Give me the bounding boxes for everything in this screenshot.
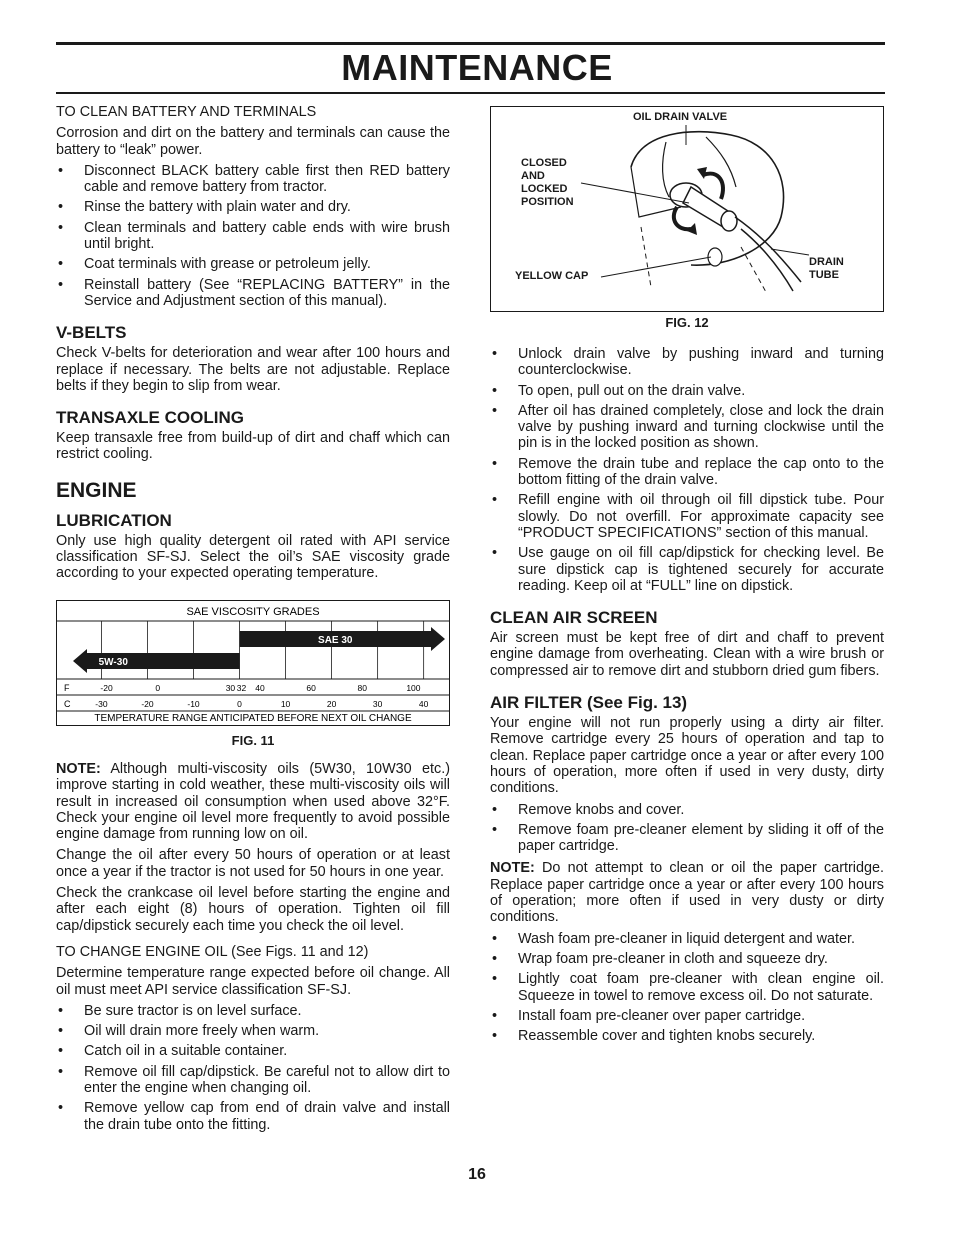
transaxle-heading: TRANSAXLE COOLING: [56, 408, 244, 428]
right-column: [490, 346, 884, 1050]
vbelts-heading: V-BELTS: [56, 323, 127, 343]
battery-intro: Corrosion and dirt on the battery and terminals can cause the battery to “leak” power.: [56, 125, 450, 158]
drain-tube-label: [809, 256, 844, 282]
oil-drain-valve-figure: [490, 106, 884, 312]
celsius-tick-label: 30: [372, 698, 383, 709]
air-filter-list-1: [490, 802, 884, 855]
list-item: • Rinse the battery with plain water and dry.: [56, 199, 450, 215]
list-item: • Oil will drain more freely when warm.: [56, 1023, 450, 1039]
fahrenheit-tick-label: 40: [255, 682, 265, 693]
page-number: 16: [468, 1166, 486, 1183]
battery-list: [56, 163, 450, 309]
celsius-tick-label: -30: [95, 698, 108, 709]
change-oil-heading: TO CHANGE ENGINE OIL (See Figs. 11 and 12): [56, 943, 369, 960]
multi-viscosity-note: [56, 761, 450, 842]
list-item: • Lightly coat foam pre-cleaner with clean engine oil. Squeeze in towel to remove excess oil. Do not saturate.: [490, 971, 884, 1004]
drain-label-line: DRAIN: [809, 256, 844, 268]
list-item: • Remove knobs and cover.: [490, 802, 884, 818]
yellow-cap-label: YELLOW CAP: [515, 270, 589, 282]
viscosity-bar-label: SAE 30: [318, 634, 353, 646]
fahrenheit-tick-label: 60: [306, 682, 316, 693]
vbelts-text: Check V-belts for deterioration and wear after 100 hours and replace if necessary. The belts are not adjustable. Replace belts if they begin to slip from wear.: [56, 345, 450, 394]
celsius-tick-label: 0: [237, 698, 242, 709]
fahrenheit-tick-label: 100: [406, 682, 421, 693]
engine-heading: ENGINE: [56, 478, 137, 502]
transaxle-text: Keep transaxle free from build-up of dirt and chaff which can restrict cooling.: [56, 430, 450, 463]
air-filter-text: Your engine will not run properly using a dirty air filter. Remove cartridge every 25 hours of operation and tap to clean. Replace paper cartridge once a year or after every 100 hours of operation, more often if used in very dusty, dirty conditions.: [490, 715, 884, 797]
drain-valve-list: [490, 346, 884, 594]
air-screen-text: Air screen must be kept free of dirt and chaff to prevent engine damage from overheating. Clean with a wire brush or compressed air to remove dirt and stubborn dried gum fibers.: [490, 630, 884, 679]
oil-drain-valve-label: OIL DRAIN VALVE: [633, 111, 728, 123]
list-item: • Reinstall battery (See “REPLACING BATTERY” in the Service and Adjustment section of this manual).: [56, 277, 450, 310]
fahrenheit-label: F: [64, 682, 70, 693]
header-top-rule: [56, 42, 885, 45]
change-oil-list: [56, 1003, 450, 1133]
header-bottom-rule: [56, 92, 885, 94]
list-item: • Use gauge on oil fill cap/dipstick for checking level. Be sure dipstick cap is tightened securely for accurate reading. Keep oil at “FULL” line on dipstick.: [490, 545, 884, 594]
closed-label-line: AND: [521, 170, 545, 182]
list-item: • Unlock drain valve by pushing inward and turning counterclockwise.: [490, 346, 884, 379]
note-text: Although multi-viscosity oils (5W30, 10W30 etc.) improve starting in cold weather, these multi-viscosity oils will result in increased oil consumption when used above 32°F. Check your engine oil level more frequently to avoid possible engine damage from running low on oil.: [56, 760, 450, 843]
closed-locked-label: [521, 157, 574, 209]
list-item: • Wash foam pre-cleaner in liquid detergent and water.: [490, 931, 884, 947]
fahrenheit-tick-label: -20: [100, 682, 113, 693]
celsius-label: C: [64, 698, 71, 709]
drain-label-line: TUBE: [809, 269, 839, 281]
note-label: NOTE:: [56, 760, 101, 777]
chart-xlabel: TEMPERATURE RANGE ANTICIPATED BEFORE NEXT OIL CHANGE: [94, 712, 412, 724]
lubrication-heading: LUBRICATION: [56, 510, 172, 530]
list-item: • To open, pull out on the drain valve.: [490, 383, 884, 399]
list-item: • After oil has drained completely, close and lock the drain valve by pushing inward and turning clockwise until the pin is in the locked position as shown.: [490, 403, 884, 452]
list-item: • Disconnect BLACK battery cable first then RED battery cable and remove battery from tractor.: [56, 163, 450, 196]
closed-label-line: LOCKED: [521, 183, 568, 195]
list-item: • Be sure tractor is on level surface.: [56, 1003, 450, 1019]
page-title: MAINTENANCE: [341, 47, 613, 88]
list-item: • Remove yellow cap from end of drain valve and install the drain tube onto the fitting.: [56, 1100, 450, 1133]
viscosity-chart-svg: [57, 601, 449, 725]
fig11-caption: FIG. 11: [231, 732, 275, 748]
celsius-tick-label: -20: [141, 698, 154, 709]
check-oil-level: Check the crankcase oil level before starting the engine and after each eight (8) hours of operation. Tighten oil fill cap/dipstick securely each time you check the oil level.: [56, 885, 450, 934]
chart-title: SAE VISCOSITY GRADES: [186, 605, 320, 618]
list-item: • Clean terminals and battery cable ends with wire brush until bright.: [56, 220, 450, 253]
celsius-tick-label: 40: [418, 698, 429, 709]
list-item: • Install foam pre-cleaner over paper cartridge.: [490, 1008, 884, 1024]
note-text: Do not attempt to clean or oil the paper cartridge. Replace paper cartridge once a year or after every 100 hours of operation; more often if used in very dusty or dirty conditions.: [490, 860, 884, 926]
closed-label-line: CLOSED: [521, 157, 567, 169]
fahrenheit-tick-label: 0: [155, 682, 161, 693]
celsius-tick-label: -10: [187, 698, 200, 709]
fahrenheit-tick-label: 32: [236, 682, 247, 693]
list-item: • Reassemble cover and tighten knobs securely.: [490, 1028, 884, 1044]
list-item: • Remove the drain tube and replace the cap onto to the bottom fitting of the drain valve.: [490, 456, 884, 489]
change-oil-interval: Change the oil after every 50 hours of operation or at least once a year if the tractor is not used for 50 hours in one year.: [56, 847, 450, 880]
list-item: • Coat terminals with grease or petroleum jelly.: [56, 256, 450, 272]
left-column: [56, 104, 450, 1139]
air-filter-list-2: [490, 931, 884, 1045]
air-filter-note: [490, 860, 884, 925]
list-item: • Wrap foam pre-cleaner in cloth and squeeze dry.: [490, 951, 884, 967]
note-label: NOTE:: [490, 860, 535, 877]
fahrenheit-tick-label: 80: [357, 682, 368, 693]
list-item: • Catch oil in a suitable container.: [56, 1043, 450, 1059]
closed-label-line: POSITION: [521, 196, 574, 208]
air-screen-heading: CLEAN AIR SCREEN: [490, 608, 658, 628]
battery-heading: TO CLEAN BATTERY AND TERMINALS: [56, 104, 317, 120]
list-item: • Remove foam pre-cleaner element by sliding it off of the paper cartridge.: [490, 822, 884, 855]
celsius-tick-label: 20: [326, 698, 337, 709]
celsius-tick-label: 10: [280, 698, 291, 709]
air-filter-heading: AIR FILTER (See Fig. 13): [490, 693, 688, 713]
lubrication-text: Only use high quality detergent oil rated with API service classification SF-SJ. Select the oil’s SAE viscosity grade according to your expected operating temperature.: [56, 532, 450, 582]
viscosity-chart: [56, 600, 450, 726]
list-item: • Refill engine with oil through oil fill dipstick tube. Pour slowly. Do not overfill. For approximate capacity see “PRODUCT SPECIFICATIONS” section of this manual.: [490, 492, 884, 541]
list-item: • Remove oil fill cap/dipstick. Be careful not to allow dirt to enter the engine when changing oil.: [56, 1064, 450, 1097]
determine-temp-text: Determine temperature range expected before oil change. All oil must meet API service classification SF-SJ.: [56, 965, 450, 998]
viscosity-bar-label: 5W-30: [98, 656, 128, 668]
fig12-caption: FIG. 12: [665, 315, 709, 330]
fahrenheit-tick-label: 30: [225, 682, 236, 693]
